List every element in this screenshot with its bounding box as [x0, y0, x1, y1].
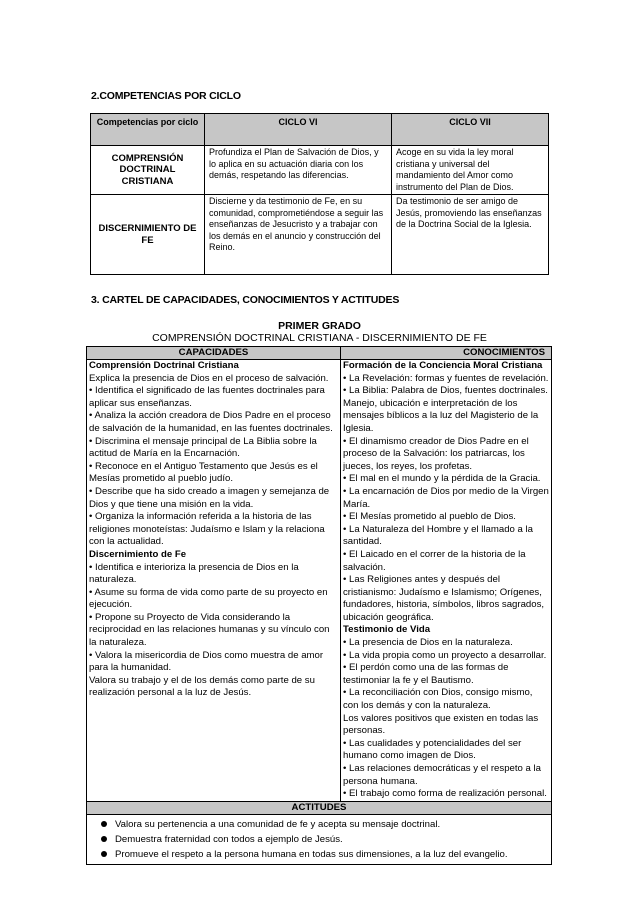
actitud-text: Demuestra fraternidad con todos a ejemplo de Jesús. [115, 833, 343, 845]
capacidad-item: • Propone su Proyecto de Vida considerando la reciprocidad en las relaciones humanas y su vínculo con la naturaleza. [89, 611, 330, 649]
header-ciclo-vii: CICLO VII [392, 114, 549, 146]
actitud-item [105, 847, 549, 862]
capacidad-item: • Describe que ha sido creado a imagen y semejanza de Dios y que tiene una misión en la vida. [89, 485, 330, 510]
conocimiento-item: • La encarnación de Dios por medio de la Virgen María. [343, 485, 549, 510]
competencia-name: DISCERNIMIENTO DE FE [91, 195, 205, 275]
cartel-subtitle: COMPRENSIÓN DOCTRINAL CRISTIANA - DISCERNIMIENTO DE FE [152, 332, 487, 344]
actitud-item [105, 817, 549, 832]
conocimiento-item: • La Biblia: Palabra de Dios, fuentes doctrinales. Manejo, ubicación e interpretación de los mensajes bíblicos a la luz del Magisterio de la Iglesia. [343, 385, 548, 434]
competencias-table [90, 113, 549, 275]
conocimiento-item: • La presencia de Dios en la naturaleza. [343, 637, 513, 649]
bullet-icon [101, 851, 107, 857]
capacidad-item: • Asume su forma de vida como parte de su proyecto en ejecución. [89, 586, 328, 611]
ciclo-vii-cell: Da testimonio de ser amigo de Jesús, promoviendo las enseñanzas de la Doctrina Social de la Iglesia. [392, 195, 549, 275]
actitudes-list [89, 817, 549, 862]
capacidades-cell [87, 360, 341, 802]
conocimiento-item: • Las Religiones antes y después del cristianismo: Judaísmo e Islamismo; Orígenes, fundadores, historia, símbolos, libros sagrados, ubicación geográfica. [343, 574, 545, 623]
actitudes-row [87, 814, 552, 864]
capacidad-item: • Organiza la información referida a la historia de las religiones monoteístas: Judaísmo e Islam y la relaciona con la actualidad. [89, 511, 325, 548]
header-ciclo-vi: CICLO VI [205, 114, 392, 146]
competencias-header-row [91, 114, 549, 146]
ciclo-vii-cell: Acoge en su vida la ley moral cristiana y universal del mandamiento del Amor como instrumento del Plan de Dios. [392, 146, 549, 195]
capacidad-item: Valora su trabajo y el de los demás como parte de su realización personal a la luz de Jesús. [89, 674, 315, 699]
cartel-table [86, 346, 552, 865]
capacidad-item: • Discrimina el mensaje principal de La Biblia sobre la actitud de María en la Encarnación. [89, 435, 317, 460]
bullet-icon [101, 821, 107, 827]
actitudes-cell [87, 814, 552, 864]
section-title-cartel: 3. CARTEL DE CAPACIDADES, CONOCIMIENTOS Y ACTITUDES [91, 294, 400, 306]
capacidad-item: • Identifica e interioriza la presencia de Dios en la naturaleza. [89, 561, 299, 586]
bullet-icon [101, 836, 107, 842]
competencia-name: COMPRENSIÓN DOCTRINAL CRISTIANA [91, 146, 205, 195]
conocimiento-item: • La Revelación: formas y fuentes de revelación. [343, 372, 549, 384]
conocimiento-item: • La reconciliación con Dios, consigo mismo, con los demás y con la naturaleza. [343, 687, 533, 712]
capacidad-item: Explica la presencia de Dios en el proceso de salvación. [89, 372, 329, 384]
capacidad-item: • Valora la misericordia de Dios como muestra de amor para la humanidad. [89, 649, 324, 674]
conocimiento-item: • La vida propia como un proyecto a desarrollar. [343, 649, 547, 661]
header-conocimientos: CONOCIMIENTOS [341, 347, 552, 360]
header-capacidades: CAPACIDADES [87, 347, 341, 360]
capacidad-item: • Reconoce en el Antiguo Testamento que Jesús es el Mesías prometido al pueblo judío. [89, 460, 318, 485]
conocimiento-item: • El Mesías prometido al pueblo de Dios. [343, 511, 516, 523]
ciclo-vi-cell: Profundiza el Plan de Salvación de Dios, y lo aplica en su actuación diaria con los demás, respetando las diferencias. [205, 146, 392, 195]
competencia-row [91, 195, 549, 275]
capacidad-item: • Analiza la acción creadora de Dios Padre en el proceso de salvación de la humanidad, en las fuentes doctrinales. [89, 410, 333, 434]
header-competencias: Competencias por ciclo [91, 114, 205, 146]
conocimiento-item: • La Naturaleza del Hombre y el llamado a la santidad. [343, 523, 534, 548]
conocimiento-item: • Las cualidades y potencialidades del ser humano como imagen de Dios. [343, 737, 522, 762]
conocimiento-item: Los valores positivos que existen en todas las personas. [343, 712, 539, 737]
conocimiento-item: • El dinamismo creador de Dios Padre en el proceso de la Salvación: los patriarcas, los jueces, los reyes, los profetas. [343, 435, 529, 472]
conocimiento-item: • Las relaciones democráticas y el respeto a la persona humana. [343, 763, 541, 787]
actitudes-header: ACTITUDES [87, 801, 552, 814]
competencia-row [91, 146, 549, 195]
capacidad-item: • Identifica el significado de las fuentes doctrinales para aplicar sus enseñanzas. [89, 385, 325, 409]
conocimiento-heading: Testimonio de Vida [343, 624, 431, 636]
cartel-header-row [87, 347, 552, 360]
capacidad-heading: Discernimiento de Fe [89, 548, 187, 560]
conocimiento-item: • El perdón como una de las formas de testimoniar la fe y el Bautismo. [343, 662, 509, 686]
grade-title: PRIMER GRADO [278, 320, 361, 332]
conocimiento-item: • El Laicado en el correr de la historia de la salvación. [343, 548, 526, 573]
actitud-item [105, 832, 549, 847]
cartel-body-row [87, 360, 552, 802]
conocimiento-item: • El trabajo como forma de realización personal. [343, 788, 547, 800]
actitud-text: Valora su pertenencia a una comunidad de fe y acepta su mensaje doctrinal. [115, 818, 441, 830]
conocimiento-heading: Formación de la Conciencia Moral Cristiana [343, 360, 543, 371]
conocimiento-item: • El mal en el mundo y la pérdida de la Gracia. [343, 473, 541, 485]
ciclo-vi-cell: Discierne y da testimonio de Fe, en su comunidad, comprometiéndose a seguir las enseñanzas de Jesucristo y a trabajar con los demás en el anuncio y construcción del Reino. [205, 195, 392, 275]
section-title-competencias: 2.COMPETENCIAS POR CICLO [91, 90, 241, 102]
capacidad-heading: Comprensión Doctrinal Cristiana [89, 360, 239, 371]
actitudes-header-row [87, 801, 552, 814]
conocimientos-cell [341, 360, 552, 802]
actitud-text: Promueve el respeto a la persona humana en todas sus dimensiones, a la luz del evangelio. [115, 848, 508, 860]
